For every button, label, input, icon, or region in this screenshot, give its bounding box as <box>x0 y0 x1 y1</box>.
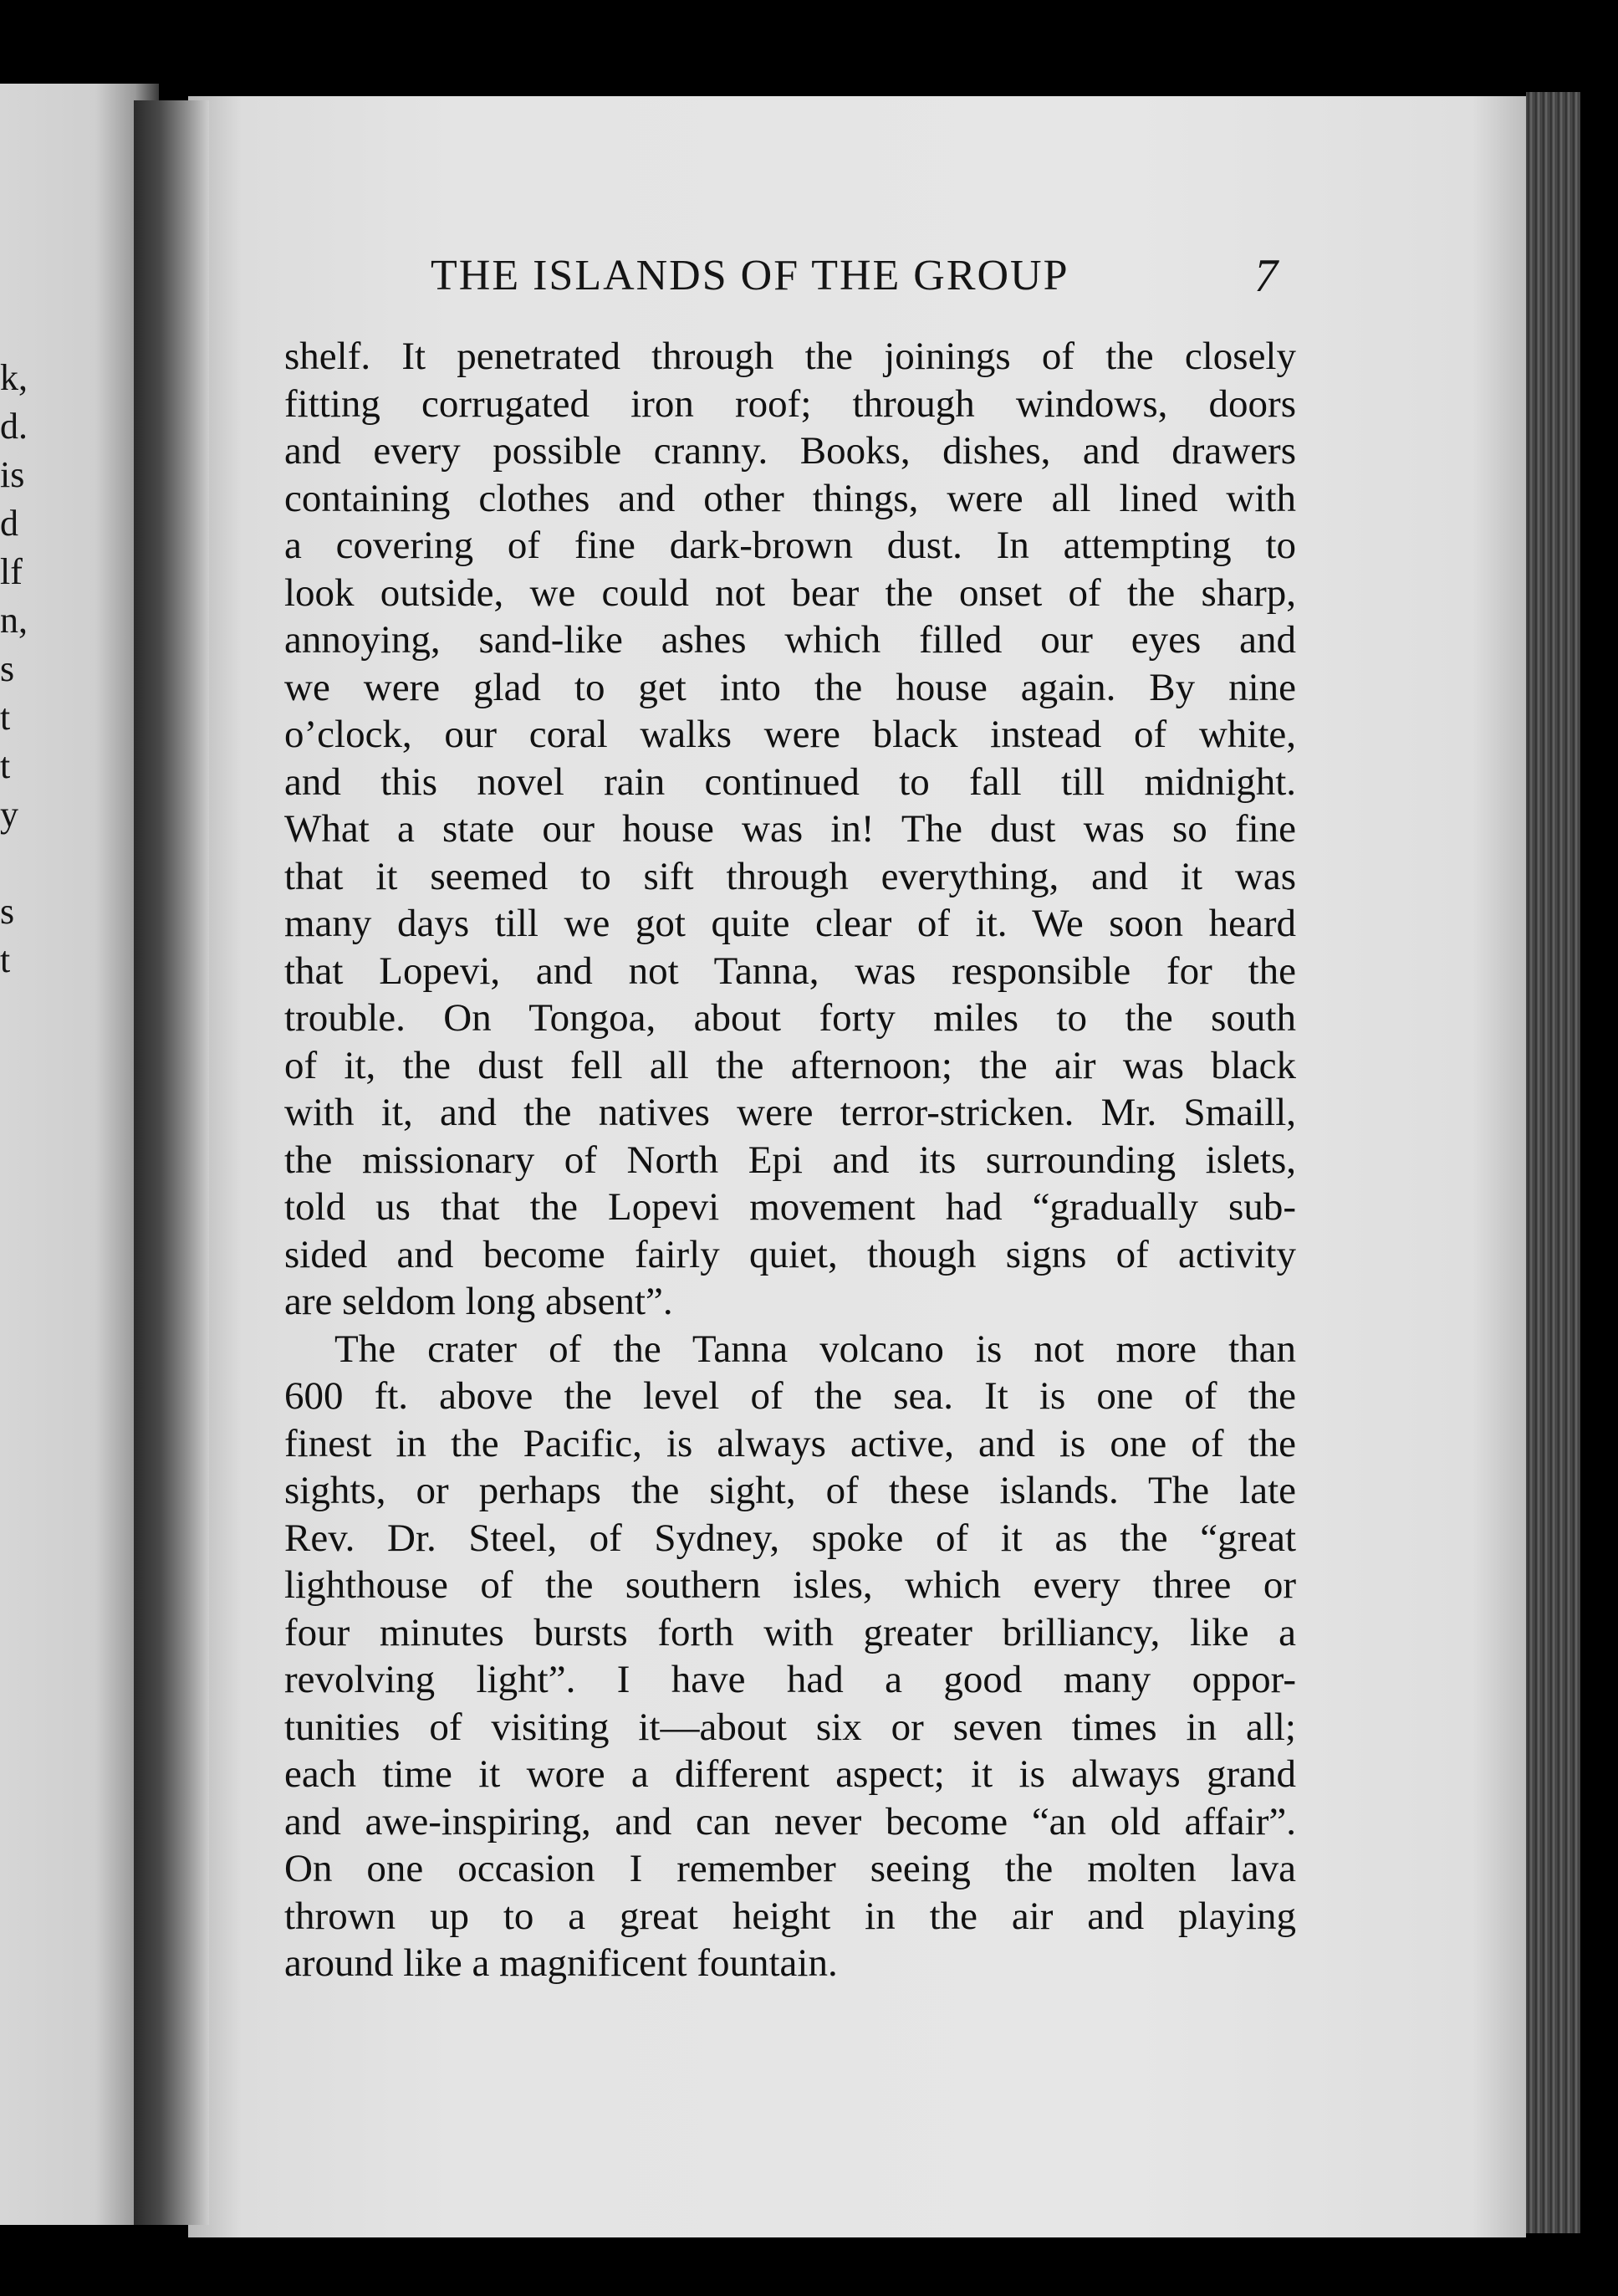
text-line: are seldom long absent”. <box>284 1280 673 1323</box>
paragraph <box>284 1326 1296 1987</box>
facing-page-fragment: s <box>0 891 15 932</box>
text-line: 600 ft. above the level of the sea. It is one of the <box>284 1374 1296 1418</box>
facing-page-fragment: s <box>0 648 15 689</box>
facing-page-fragment: is <box>0 454 25 495</box>
facing-page-fragment: d. <box>0 406 28 447</box>
facing-page-fragment: t <box>0 939 11 980</box>
text-line: we were glad to get into the house again. By nine <box>284 665 1296 709</box>
text-line: of it, the dust fell all the afternoon; the air was black <box>284 1043 1296 1087</box>
text-line: and this novel rain continued to fall till midnight. <box>284 759 1296 804</box>
text-line: look outside, we could not bear the onset of the sharp, <box>284 570 1296 615</box>
text-line: revolving light”. I have had a good many oppor- <box>284 1658 1296 1701</box>
text-line: What a state our house was in! The dust was so fine <box>284 807 1296 851</box>
facing-page-fragment: n, <box>0 600 28 641</box>
facing-page-fragment: t <box>0 745 11 786</box>
text-line: many days till we got quite clear of it. We soon heard <box>284 902 1296 945</box>
facing-page-fragment: lf <box>0 551 23 592</box>
text-line: The crater of the Tanna volcano is not more than <box>334 1327 1296 1371</box>
text-line: around like a magnificent fountain. <box>284 1941 838 1985</box>
text-line: and every possible cranny. Books, dishes, and drawers <box>284 429 1296 473</box>
text-line: shelf. It penetrated through the joinings of the closely <box>284 335 1296 378</box>
text-line: trouble. On Tongoa, about forty miles to the south <box>284 996 1296 1040</box>
text-line: containing clothes and other things, were all lined with <box>284 476 1296 520</box>
text-line: fitting corrugated iron roof; through windows, doors <box>284 381 1296 426</box>
text-line: tunities of visiting it—about six or seven times in all; <box>284 1705 1296 1749</box>
facing-page-fragment: y <box>0 794 18 835</box>
text-line: Rev. Dr. Steel, of Sydney, spoke of it as the “great <box>284 1516 1296 1560</box>
page-edges <box>1526 92 1580 2233</box>
running-head: THE ISLANDS OF THE GROUP <box>431 252 1069 299</box>
book-gutter <box>134 100 209 2225</box>
text-line: On one occasion I remember seeing the molten lava <box>284 1847 1296 1890</box>
paragraph <box>284 333 1296 1326</box>
text-line: each time it wore a different aspect; it is always grand <box>284 1752 1296 1796</box>
text-line: lighthouse of the southern isles, which every three or <box>284 1563 1296 1607</box>
page-number: 7 <box>1254 250 1278 302</box>
text-line: finest in the Pacific, is always active, and is one of the <box>284 1421 1296 1465</box>
text-line: sided and become fairly quiet, though signs of activity <box>284 1232 1296 1276</box>
text-line: and awe-inspiring, and can never become “an old affair”. <box>284 1799 1296 1843</box>
facing-page-fragment: k, <box>0 357 28 398</box>
text-line: o’clock, our coral walks were black instead of white, <box>284 713 1296 756</box>
text-line: the missionary of North Epi and its surrounding islets, <box>284 1138 1296 1182</box>
facing-page-fragment: d <box>0 503 18 544</box>
text-line: sights, or perhaps the sight, of these islands. The late <box>284 1469 1296 1512</box>
text-line: that it seemed to sift through everything, and it was <box>284 854 1296 898</box>
facing-page-fragment: t <box>0 697 11 738</box>
text-line: annoying, sand-like ashes which filled our eyes and <box>284 618 1296 662</box>
text-line: a covering of fine dark-brown dust. In attempting to <box>284 524 1296 567</box>
text-line: told us that the Lopevi movement had “gradually sub- <box>284 1185 1296 1229</box>
text-line: thrown up to a great height in the air and playing <box>284 1894 1296 1938</box>
body-text <box>284 333 1296 1987</box>
text-line: with it, and the natives were terror-stricken. Mr. Smaill, <box>284 1091 1296 1134</box>
text-line: that Lopevi, and not Tanna, was responsible for the <box>284 949 1296 993</box>
text-line: four minutes bursts forth with greater brilliancy, like a <box>284 1610 1296 1654</box>
